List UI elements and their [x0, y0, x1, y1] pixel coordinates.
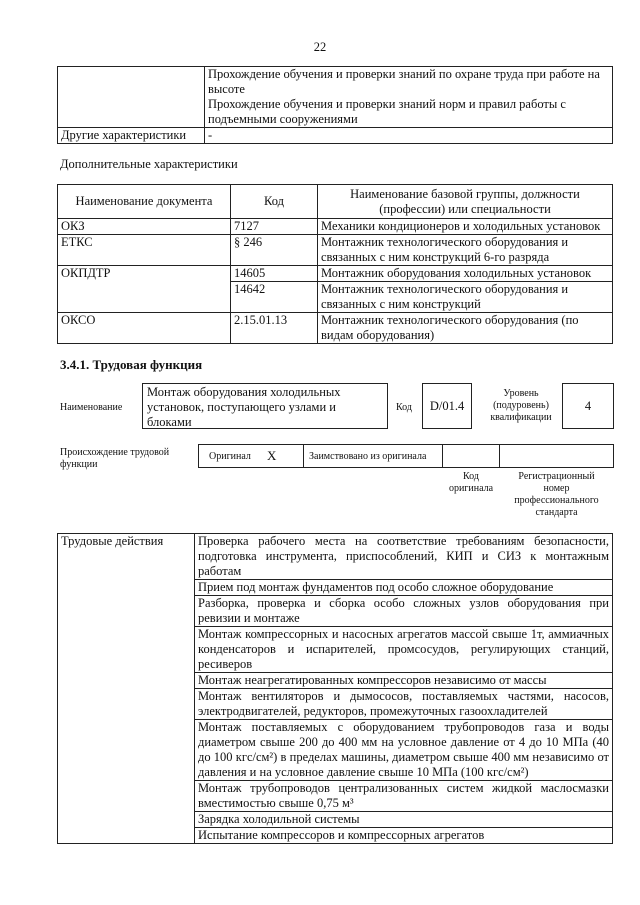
ref-doc: ОКСО [58, 313, 231, 344]
labor-action-item: Разборка, проверка и сборка особо сложных узлов оборудования при ревизии и монтаже [195, 596, 613, 627]
labor-action-item: Проверка рабочего места на соответствие требованиям безопасности, подготовка инструмента, приспособлений, КИП и СИЗ к монтажным работам [195, 534, 613, 580]
additional-characteristics-heading: Дополнительные характеристики [60, 157, 238, 171]
other-characteristics-value: - [205, 128, 613, 144]
section-heading: 3.4.1. Трудовая функция [60, 357, 203, 372]
labor-action-item: Испытание компрессоров и компрессорных агрегатов [195, 828, 613, 844]
page-number: 22 [313, 40, 327, 54]
labor-actions-table [57, 533, 613, 844]
code-caption: Код оригинала [448, 471, 494, 494]
function-code-box [422, 383, 472, 429]
reg-caption: Регистрационный номер профессионального стандарта [514, 471, 599, 518]
ref-code: § 246 [231, 235, 318, 266]
original-mark: X [267, 448, 277, 463]
header-code: Код [231, 185, 318, 219]
function-name-value: Монтаж оборудования холодильных установок, поступающего узлами и блоками [147, 385, 341, 429]
requirement-item: Прохождение обучения и проверки знаний норм и правил работы с подъемными сооружениями [208, 97, 566, 126]
origin-label: Происхождение трудовой функции [60, 447, 170, 470]
labor-action-item: Монтаж компрессорных и насосных агрегатов массой свыше 1т, аммиачных конденсаторов и испарителей, промсосудов, регулирующих станций, ресиверов [195, 627, 613, 673]
header-group-name: Наименование базовой группы, должности (профессии) или специальности [318, 185, 613, 219]
ref-code: 14642 [231, 282, 318, 313]
original-label: Оригинал [209, 451, 251, 462]
name-label: Наименование [60, 402, 123, 413]
level-label: Уровень (подуровень) квалификации [490, 388, 552, 423]
borrowed-box [303, 444, 443, 468]
labor-action-item: Монтаж вентиляторов и дымососов, поставляемых частями, насосов, электродвигателей, редукторов, промежуточных газоохладителей [195, 689, 613, 720]
labor-action-item: Прием под монтаж фундаментов под особо сложное оборудование [195, 580, 613, 596]
borrowed-label: Заимствовано из оригинала [309, 451, 427, 462]
requirement-item: Прохождение обучения и проверки знаний по охране труда при работе на высоте [208, 67, 600, 96]
labor-action-item: Монтаж неагрегатированных компрессоров независимо от массы [195, 673, 613, 689]
ref-doc: ОКПДТР [58, 266, 231, 313]
labor-actions-label: Трудовые действия [58, 534, 195, 844]
level-value: 4 [584, 399, 592, 413]
ref-name: Монтажник технологического оборудования (по видам оборудования) [318, 313, 613, 344]
ref-doc: ЕТКС [58, 235, 231, 266]
level-box [562, 383, 614, 429]
ref-name: Монтажник оборудования холодильных установок [318, 266, 613, 282]
header-document: Наименование документа [58, 185, 231, 219]
reg-number-box [499, 444, 614, 468]
ref-name: Монтажник технологического оборудования и связанных с ним конструкций 6-го разряда [318, 235, 613, 266]
code-label: Код [396, 402, 412, 413]
function-name-box [142, 383, 388, 429]
ref-code: 14605 [231, 266, 318, 282]
top-characteristics-table [57, 66, 613, 144]
ref-doc: ОКЗ [58, 219, 231, 235]
ref-name: Механики кондиционеров и холодильных установок [318, 219, 613, 235]
ref-name: Монтажник технологического оборудования и связанных с ним конструкций [318, 282, 613, 313]
labor-action-item: Монтаж трубопроводов централизованных систем жидкой маслосмазки вместимостью свыше 0,75 м³ [195, 781, 613, 812]
ref-code: 7127 [231, 219, 318, 235]
ref-code: 2.15.01.13 [231, 313, 318, 344]
function-code-value: D/01.4 [429, 399, 465, 413]
original-box [198, 444, 304, 468]
requirements-cell [205, 67, 613, 128]
labor-action-item: Монтаж поставляемых с оборудованием трубопроводов газа и воды диаметром свыше 200 до 400 мм на условное давление от 4 до 10 МПа (40 до 100 кгс/см²) в пределах машины, диаметром свыше 400 мм независимо от давления и на условное давление свыше 10 МПа (100 кгс/см²) [195, 720, 613, 781]
other-characteristics-label: Другие характеристики [58, 128, 205, 144]
reference-table [57, 184, 613, 344]
original-code-box [442, 444, 500, 468]
labor-action-item: Зарядка холодильной системы [195, 812, 613, 828]
